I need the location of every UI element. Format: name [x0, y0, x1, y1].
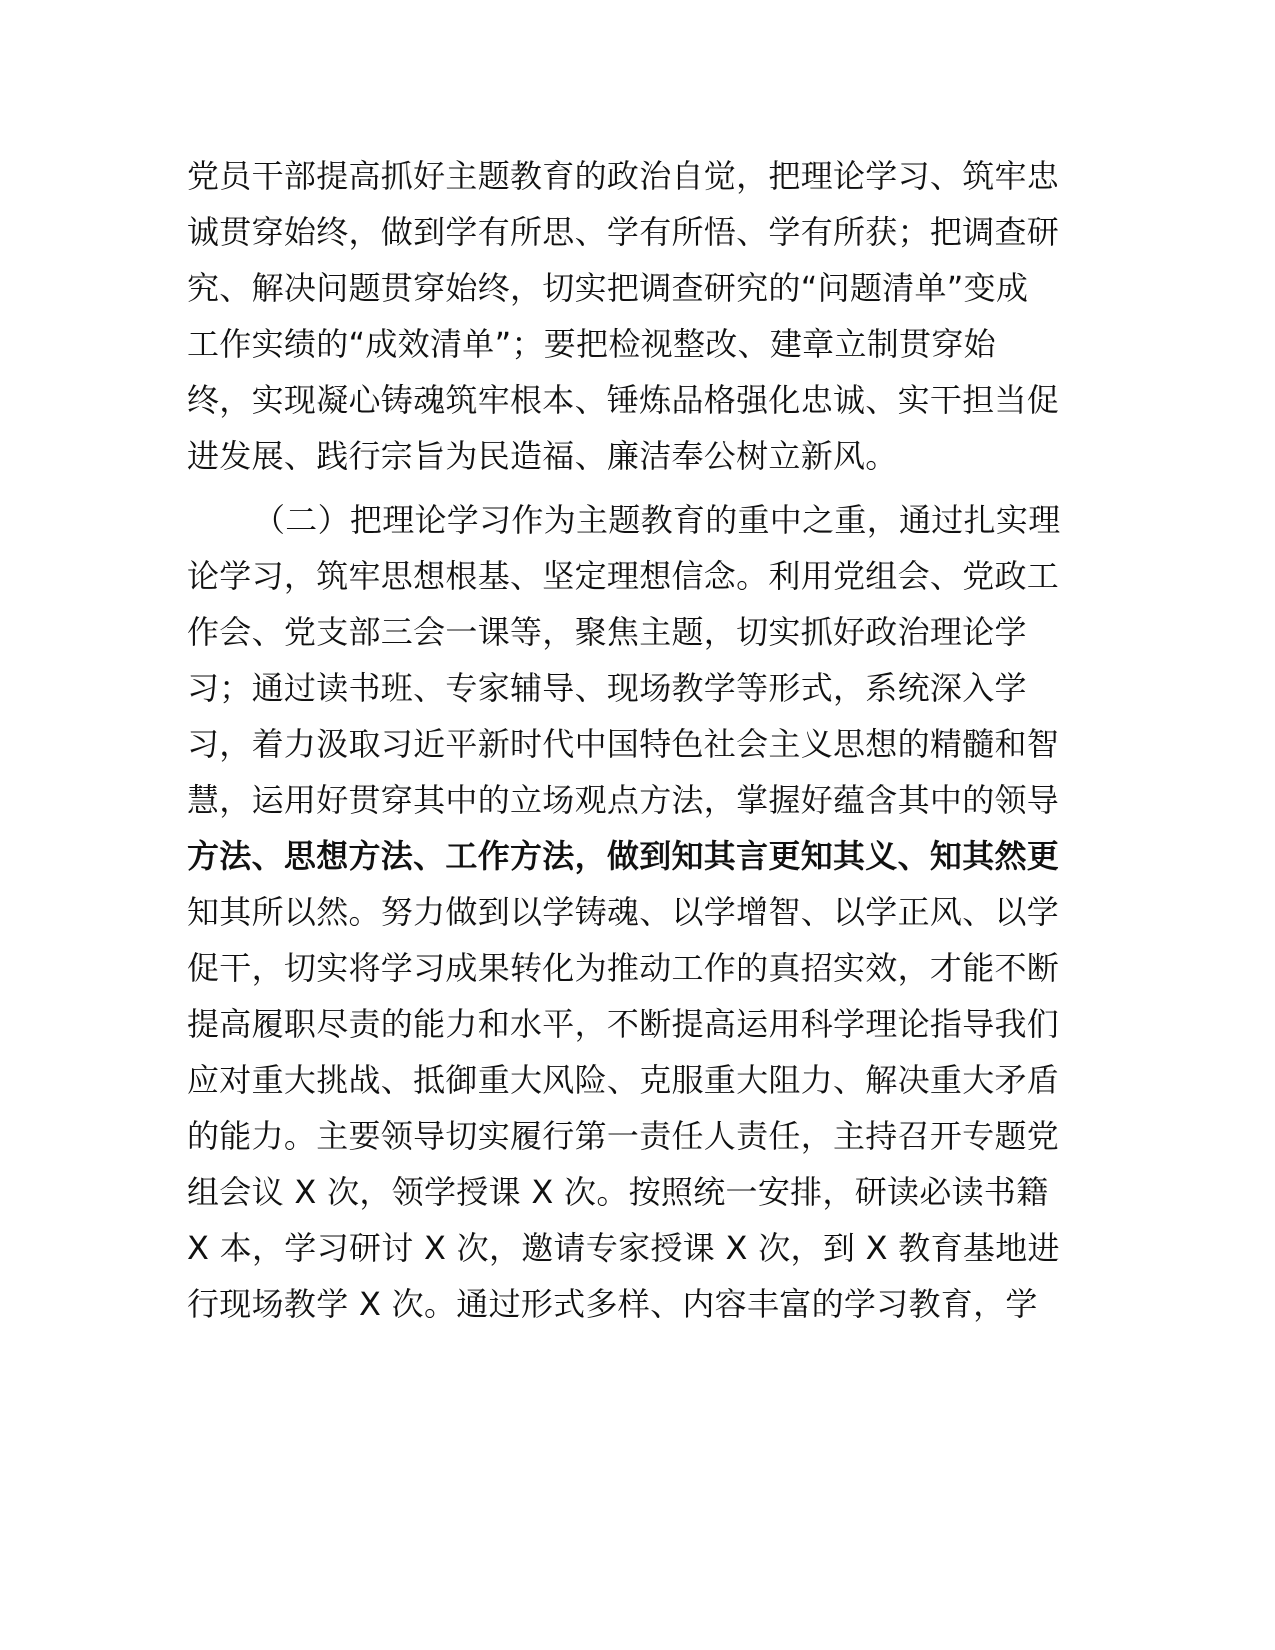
- text-line: 行现场教学 X 次。通过形式多样、内容丰富的学习教育，学: [187, 1285, 1038, 1323]
- text-line: 作会、党支部三会一课等，聚焦主题，切实抓好政治理论学: [187, 613, 1027, 651]
- text-line: 的能力。主要领导切实履行第一责任人责任，主持召开专题党: [187, 1117, 1060, 1155]
- text-line: 习，着力汲取习近平新时代中国特色社会主义思想的精髓和智: [187, 725, 1060, 763]
- text-line: 方法、思想方法、工作方法，做到知其言更知其义、知其然更: [187, 837, 1060, 875]
- text-line: 知其所以然。努力做到以学铸魂、以学增智、以学正风、以学: [187, 893, 1060, 931]
- text-line: 促干，切实将学习成果转化为推动工作的真招实效，才能不断: [187, 949, 1060, 987]
- text-line: 论学习，筑牢思想根基、坚定理想信念。利用党组会、党政工: [187, 557, 1060, 595]
- text-line: 慧，运用好贯穿其中的立场观点方法，掌握好蕴含其中的领导: [187, 781, 1060, 819]
- text-line: X 本，学习研讨 X 次，邀请专家授课 X 次，到 X 教育基地进: [187, 1229, 1060, 1267]
- text-line: 组会议 X 次，领学授课 X 次。按照统一安排，研读必读书籍: [187, 1173, 1049, 1211]
- text-line: 工作实绩的“成效清单”；要把检视整改、建章立制贯穿始: [187, 325, 996, 363]
- text-line: 应对重大挑战、抵御重大风险、克服重大阻力、解决重大矛盾: [187, 1061, 1060, 1099]
- text-line: 诚贯穿始终，做到学有所思、学有所悟、学有所获；把调查研: [187, 213, 1060, 251]
- text-line: 终，实现凝心铸魂筑牢根本、锤炼品格强化忠诚、实干担当促: [187, 381, 1060, 419]
- text-line: （二）把理论学习作为主题教育的重中之重，通过扎实理: [253, 501, 1061, 539]
- text-line: 究、解决问题贯穿始终，切实把调查研究的“问题清单”变成: [187, 269, 1029, 307]
- text-line: 进发展、践行宗旨为民造福、廉洁奉公树立新风。: [187, 437, 898, 475]
- text-line: 党员干部提高抓好主题教育的政治自觉，把理论学习、筑牢忠: [187, 157, 1060, 195]
- text-line: 提高履职尽责的能力和水平，不断提高运用科学理论指导我们: [187, 1005, 1060, 1043]
- text-line: 习；通过读书班、专家辅导、现场教学等形式，系统深入学: [187, 669, 1027, 707]
